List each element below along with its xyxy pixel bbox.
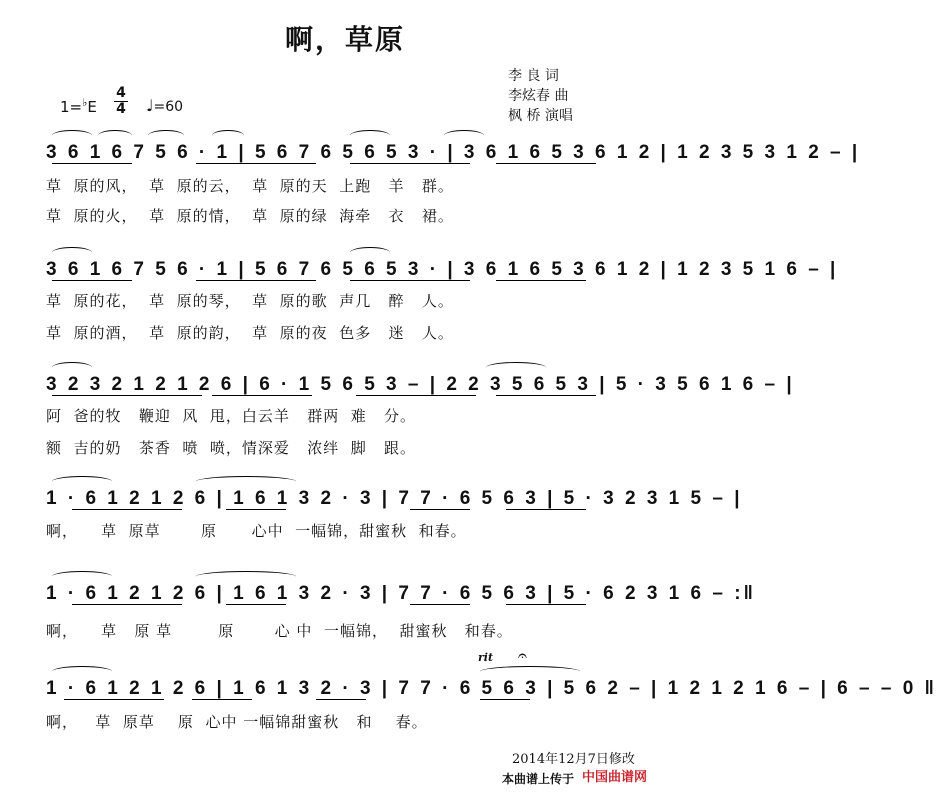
composer-credit: 李炫春 曲 xyxy=(508,88,569,104)
site-logo: 中国曲谱网 xyxy=(582,770,648,785)
slur-arc xyxy=(350,130,390,141)
key-signature xyxy=(60,96,97,116)
slur-arc xyxy=(196,476,296,487)
beam-underline xyxy=(350,163,470,164)
beam-underline xyxy=(72,604,182,605)
melody-line: 3 6 1 6 7 5 6 · 1 | 5 6 7 6 5 6 5 3 · | 3 6 1 6 5 3 6 1 2 | 1 2 3 5 1 6 – | xyxy=(46,259,839,280)
beam-underline xyxy=(496,163,596,164)
melody-line: 3 6 1 6 7 5 6 · 1 | 5 6 7 6 5 6 5 3 · | 3 6 1 6 5 3 6 1 2 | 1 2 3 5 3 1 2 – | xyxy=(46,142,861,163)
beam-underline xyxy=(72,509,182,510)
slur-arc xyxy=(212,130,244,141)
beam-underline xyxy=(506,604,586,605)
lyric-line: 啊， 草 原草 原 心中 一幅锦，甜蜜秋 和春。 xyxy=(46,522,467,540)
slur-arc xyxy=(480,666,580,677)
slur-arc xyxy=(52,666,112,677)
beam-underline xyxy=(350,280,470,281)
slur-arc xyxy=(52,571,112,582)
slur-arc xyxy=(148,130,184,141)
beam-underline xyxy=(496,280,586,281)
melody-line: 1 · 6 1 2 1 2 6 | 1 6 1 3 2 · 3 | 7 7 · 6 5 6 3 | 5 · 6 2 3 1 6 – :‖ xyxy=(46,583,756,604)
beam-underline xyxy=(212,395,312,396)
slur-arc xyxy=(486,362,546,373)
slur-arc xyxy=(98,130,132,141)
credits-block xyxy=(508,66,573,126)
tempo-mark xyxy=(146,96,183,115)
beam-underline xyxy=(506,509,586,510)
beam-underline xyxy=(52,395,202,396)
beam-underline xyxy=(410,604,470,605)
melody-line: 1 · 6 1 2 1 2 6 | 1 6 1 3 2 · 3 | 7 7 · 6 5 6 3 | 5 6 2 – | 1 2 1 2 1 6 – | 6 – – 0 ‖ xyxy=(46,678,937,699)
ritardando-mark: rit xyxy=(478,651,494,664)
beam-underline xyxy=(410,509,470,510)
lyric-line: 啊， 草 原 草 原 心 中 一幅锦， 甜蜜秋 和春。 xyxy=(46,622,513,640)
beam-underline xyxy=(196,280,316,281)
beam-underline xyxy=(52,280,132,281)
tempo-value: =60 xyxy=(153,99,184,115)
lyric-line: 啊， 草 原草 原 心中 一幅锦甜蜜秋 和 春。 xyxy=(46,713,428,731)
time-signature xyxy=(114,86,128,117)
lyric-line-verse-2: 草 原的火， 草 原的情， 草 原的绿 海牵 衣 裙。 xyxy=(46,207,454,225)
beam-underline xyxy=(192,699,252,700)
lyric-line-verse-2: 额 吉的奶 茶香 喷 喷，情深爱 浓绊 脚 跟。 xyxy=(46,439,417,457)
meter-bottom: 4 xyxy=(114,101,128,117)
beam-underline xyxy=(496,395,596,396)
beam-underline xyxy=(196,163,316,164)
slur-arc xyxy=(52,362,92,373)
lyric-line-verse-1: 草 原的风， 草 原的云， 草 原的天 上跑 羊 群。 xyxy=(46,177,454,195)
lyric-line-verse-1: 阿 爸的牧 鞭迎 风 甩，白云羊 群两 难 分。 xyxy=(46,407,417,425)
page-title: 啊，草原 xyxy=(284,23,405,56)
lyricist-credit: 李 良 词 xyxy=(508,68,559,84)
quarter-note-icon: ♩ xyxy=(146,96,154,115)
beam-underline xyxy=(316,699,366,700)
slur-arc xyxy=(52,476,112,487)
beam-underline xyxy=(226,509,286,510)
fermata-icon: 𝄐 xyxy=(518,646,527,665)
upload-note: 本曲谱上传于 xyxy=(502,772,575,786)
singer-credit: 枫 桥 演唱 xyxy=(508,108,573,124)
slur-arc xyxy=(444,130,484,141)
flat-icon: ♭ xyxy=(82,96,88,109)
key-note: E xyxy=(87,98,97,116)
slur-arc xyxy=(52,130,92,141)
melody-line: 1 · 6 1 2 1 2 6 | 1 6 1 3 2 · 3 | 7 7 · 6 5 6 3 | 5 · 3 2 3 1 5 – | xyxy=(46,488,743,509)
beam-underline xyxy=(64,699,164,700)
revision-date: 2014年12月7日修改 xyxy=(512,752,635,767)
beam-underline xyxy=(480,699,530,700)
slur-arc xyxy=(196,571,296,582)
slur-arc xyxy=(350,247,390,258)
lyric-line-verse-2: 草 原的酒， 草 原的韵， 草 原的夜 色多 迷 人。 xyxy=(46,324,454,342)
beam-underline xyxy=(52,163,132,164)
beam-underline xyxy=(356,395,476,396)
slur-arc xyxy=(52,247,92,258)
lyric-line-verse-1: 草 原的花， 草 原的琴， 草 原的歌 声几 醉 人。 xyxy=(46,292,454,310)
beam-underline xyxy=(226,604,286,605)
key-prefix: 1= xyxy=(60,98,83,116)
melody-line: 3 2 3 2 1 2 1 2 6 | 6 · 1 5 6 5 3 – | 2 2 3 5 6 5 3 | 5 · 3 5 6 1 6 – | xyxy=(46,374,795,395)
meter-top: 4 xyxy=(116,85,126,101)
